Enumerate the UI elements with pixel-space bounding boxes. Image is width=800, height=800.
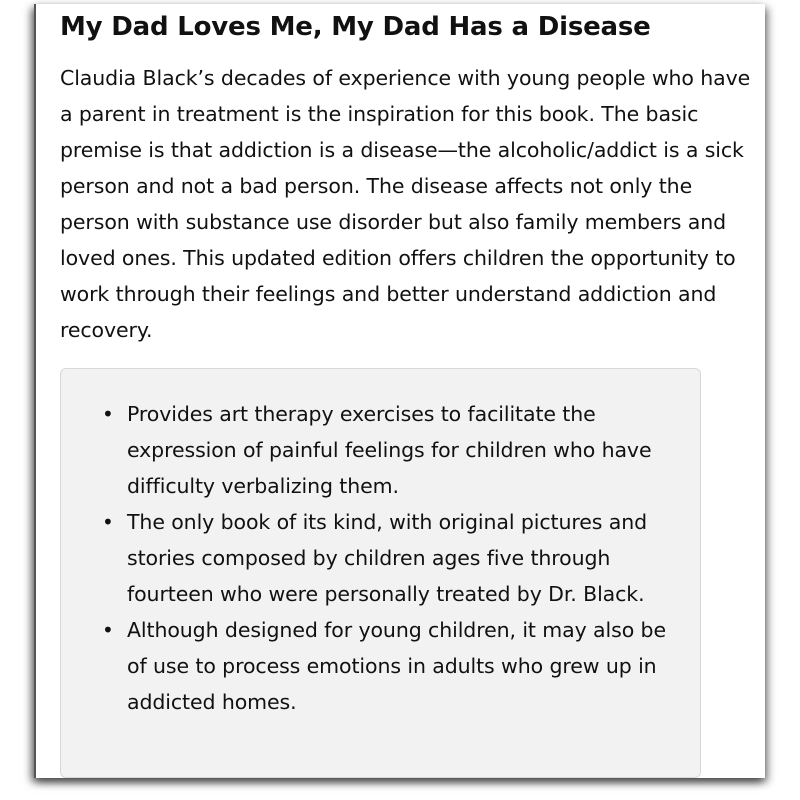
feature-item: • Although designed for young children, it may also be of use to process emotions in adults who grew up in addicted homes. [127, 612, 682, 720]
feature-item: • The only book of its kind, with original pictures and stories composed by children ages five through fourteen who were personally treated by Dr. Black. [127, 504, 682, 612]
features-list [127, 396, 682, 720]
book-description: Claudia Black’s decades of experience with young people who have a parent in treatment is the inspiration for this book. The basic premise is that addiction is a disease—the alcoholic/addict is a sick person and not a bad person. The disease affects not only the person with substance use disorder but also family members and loved ones. This updated edition offers children the opportunity to work through their feelings and better understand addiction and recovery. [60, 66, 751, 342]
feature-item: • Provides art therapy exercises to facilitate the expression of painful feelings for children who have difficulty verbalizing them. [127, 396, 682, 504]
features-box [60, 368, 701, 778]
book-title: My Dad Loves Me, My Dad Has a Disease [60, 12, 651, 42]
product-description-panel [34, 4, 765, 778]
